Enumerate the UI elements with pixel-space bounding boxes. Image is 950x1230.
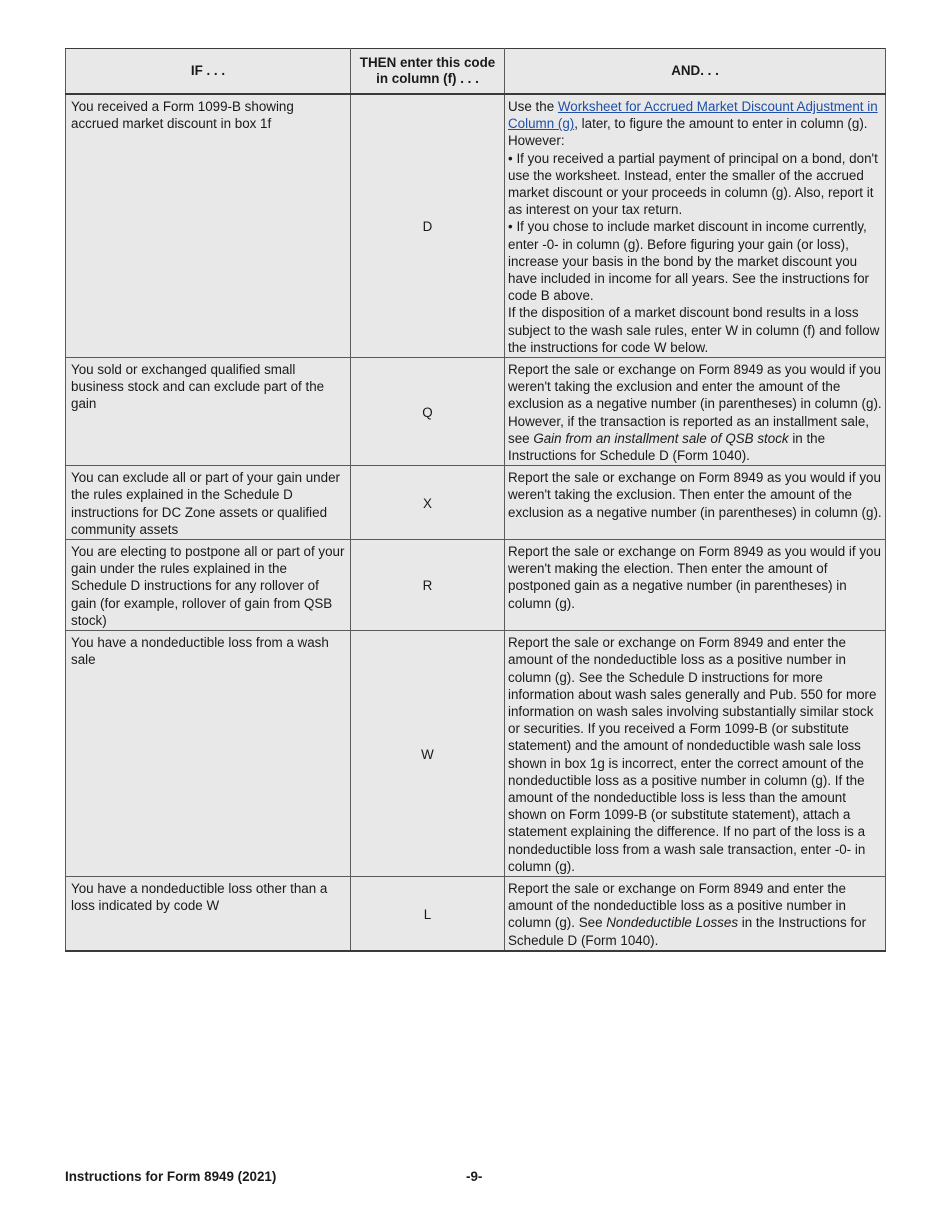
row-and-text: in the Instructions for Schedule D (Form 1040).: [508, 915, 867, 948]
row-if-cell: You sold or exchanged qualified small business stock and can exclude part of the gain: [66, 358, 351, 466]
row-and-cell: [505, 94, 886, 358]
footer-title: Instructions for Form 8949 (2021): [65, 1169, 277, 1184]
worksheet-link[interactable]: Worksheet for Accrued Market Discount Adjustment in Column (g): [508, 99, 878, 132]
adjustment-codes-table: [65, 48, 886, 952]
row-and-bullet: If you chose to include market discount in income currently, enter -0- in column (g). Before figuring your gain (or loss), increase your basis in the bond by the market discount you have included in income for all years. See the instructions for code B above.: [508, 219, 869, 304]
bullet-icon: •: [508, 219, 513, 235]
row-if-cell: You have a nondeductible loss other than a loss indicated by code W: [66, 876, 351, 950]
table-row: [66, 540, 886, 631]
bullet-icon: •: [508, 150, 513, 166]
row-and-text: , later, to figure the amount to enter in column (g). However:: [508, 116, 868, 149]
header-then-line1: THEN enter this code: [359, 55, 496, 70]
row-and-text: in the Instructions for Schedule D (Form 1040).: [508, 430, 826, 464]
row-code-cell: W: [351, 631, 505, 877]
row-code-cell: L: [351, 876, 505, 950]
row-and-text: Report the sale or exchange on Form 8949 and enter the amount of the nondeductible loss as a positive number in column (g). See: [508, 880, 846, 931]
row-if-cell: You received a Form 1099-B showing accrued market discount in box 1f: [66, 94, 351, 358]
row-and-italic: Gain from an installment sale of QSB stock: [533, 430, 789, 446]
header-then: [351, 49, 505, 95]
row-and-cell: [505, 876, 886, 950]
row-and-cell: Report the sale or exchange on Form 8949 as you would if you weren't taking the exclusion. Then enter the amount of the exclusion as a negative number (in parentheses) in column (g).: [505, 466, 886, 540]
row-if-cell: You can exclude all or part of your gain under the rules explained in the Schedule D instructions for DC Zone assets or qualified community assets: [66, 466, 351, 540]
row-code-cell: R: [351, 540, 505, 631]
table-row: [66, 94, 886, 358]
table-row: [66, 631, 886, 877]
row-and-text: Report the sale or exchange on Form 8949 as you would if you weren't taking the exclusion and enter the amount of the exclusion as a negative number (in parentheses) in column (g). However, if the transaction is reported as an installment sale, see: [508, 362, 882, 446]
row-and-italic: Nondeductible Losses: [606, 915, 739, 931]
row-code-cell: Q: [351, 358, 505, 466]
header-and: AND. . .: [505, 49, 886, 95]
row-and-text: If the disposition of a market discount bond results in a loss subject to the wash sale rules, enter W in column (f) and follow the instructions for code W below.: [508, 305, 880, 355]
row-and-cell: Report the sale or exchange on Form 8949 and enter the amount of the nondeductible loss as a positive number in column (g). See the Schedule D instructions for more information about wash sales generally and Pub. 550 for more information on wash sales involving substantially similar stock or securities. If you received a Form 1099-B (or substitute statement) and the amount of nondeductible wash sale loss shown in box 1g is incorrect, enter the correct amount of the nondeductible loss as a positive number in column (g). If the amount of the nondeductible loss is less than the amount shown on Form 1099-B (or substitute statement), attach a statement explaining the difference. If no part of the loss is a nondeductible loss from a wash sale transaction, enter -0- in column (g).: [505, 631, 886, 877]
row-if-cell: You are electing to postpone all or part of your gain under the rules explained in the Schedule D instructions for any rollover of gain (for example, rollover of gain from QSB stock): [66, 540, 351, 631]
row-and-text: Use the: [508, 99, 558, 114]
table-row: [66, 876, 886, 950]
row-and-bullet: If you received a partial payment of principal on a bond, don't use the worksheet. Instead, enter the smaller of the accrued market discount or your proceeds in column (g). Also, report it as interest on your tax return.: [508, 150, 878, 218]
row-code-cell: X: [351, 466, 505, 540]
row-if-cell: You have a nondeductible loss from a wash sale: [66, 631, 351, 877]
page-number: -9-: [466, 1169, 483, 1184]
table-header-row: [66, 49, 886, 95]
row-and-cell: [505, 358, 886, 466]
row-and-cell: Report the sale or exchange on Form 8949 as you would if you weren't making the election. Then enter the amount of postponed gain as a negative number (in parentheses) in column (g).: [505, 540, 886, 631]
header-if: IF . . .: [66, 49, 351, 95]
header-then-line2: in column (f) . . .: [376, 71, 479, 86]
table-row: [66, 466, 886, 540]
row-code-cell: D: [351, 94, 505, 358]
table-row: [66, 358, 886, 466]
